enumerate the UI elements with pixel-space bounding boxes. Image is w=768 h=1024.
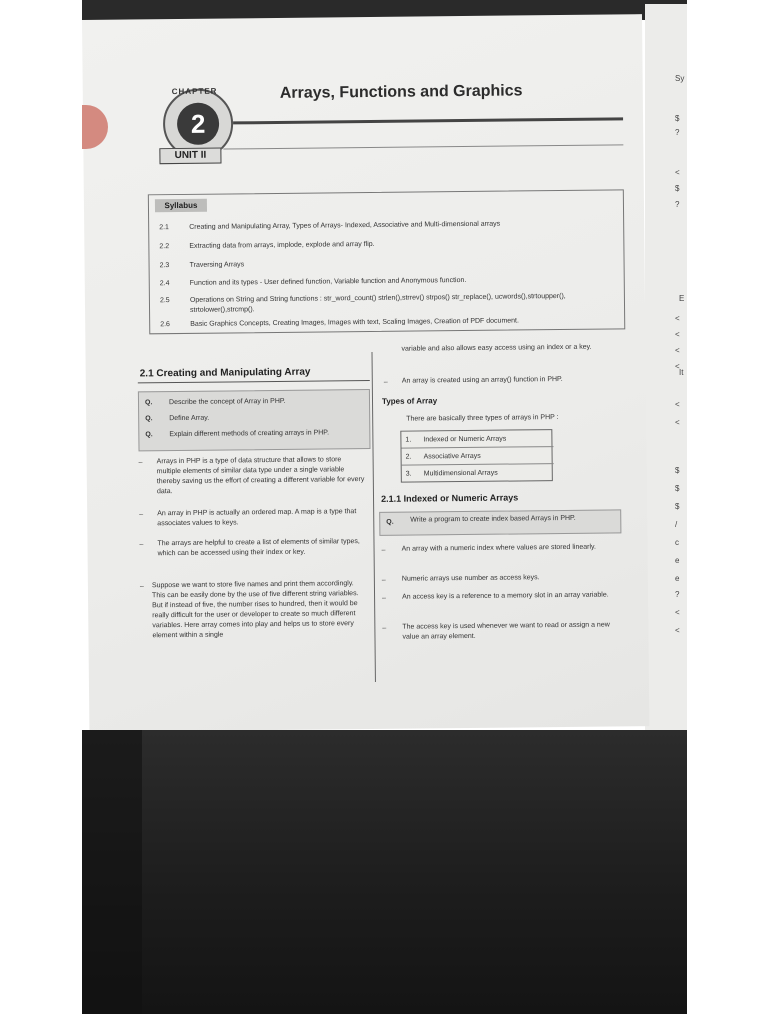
syllabus-item-text: Extracting data from arrays, implode, explode and array flip. <box>189 240 375 250</box>
bullet-dash: – <box>381 546 386 554</box>
syllabus-item <box>159 218 609 233</box>
types-list-number: 3. <box>405 470 412 478</box>
syllabus-item <box>160 274 610 289</box>
syllabus-item-text: Traversing Arrays <box>189 261 245 269</box>
document-page <box>82 14 649 732</box>
background-shadow <box>82 730 142 1014</box>
types-list-number: 1. <box>405 436 412 444</box>
question-row <box>145 396 365 407</box>
adjacent-fragment: c <box>675 538 679 547</box>
question-label: Q. <box>145 431 153 439</box>
syllabus-item-text: Creating and Manipulating Array, Types of Arrays- Indexed, Associative and Multi-dimensional arrays <box>189 220 501 231</box>
point: An access key is a reference to a memory slot in an array variable. <box>402 591 609 601</box>
question-row <box>145 428 365 439</box>
types-heading: Types of Array <box>381 396 438 406</box>
chapter-number: 2 <box>177 103 219 145</box>
bullet-dash: – <box>381 576 386 584</box>
adjacent-fragment: < <box>675 168 680 177</box>
syllabus-heading: Syllabus <box>155 199 207 213</box>
syllabus-item-number: 2.4 <box>159 280 170 288</box>
types-list-label: Indexed or Numeric Arrays <box>423 435 507 444</box>
adjacent-fragment: < <box>675 418 680 427</box>
adjacent-fragment: It <box>679 368 684 377</box>
bullet-dash: – <box>139 511 144 519</box>
continued-paragraph: variable and also allows easy access using an index or a key. <box>401 343 592 353</box>
syllabus-item-text: Operations on String and String functions : str_word_count() strlen(),strrev() strpos() str_replace(), ucwords(),strtoupper(), strtolower(),strcmp(). <box>189 292 566 314</box>
section-heading: 2.1 Creating and Manipulating Array <box>139 366 311 380</box>
adjacent-fragment: ? <box>675 590 680 599</box>
point: An array with a numeric index where values are stored linearly. <box>401 543 596 553</box>
syllabus-item-text: Function and its types - User defined function, Variable function and Anonymous function. <box>189 276 467 287</box>
adjacent-fragment: / <box>675 520 678 529</box>
adjacent-fragment: e <box>675 556 680 565</box>
chapter-label: CHAPTER <box>171 86 218 97</box>
paragraph: The arrays are helpful to create a list of elements of similar types, which can be accessed using their index or key. <box>157 538 360 558</box>
paragraph: An array is created using an array() function in PHP. <box>401 375 563 385</box>
syllabus-item-number: 2.3 <box>159 262 170 270</box>
syllabus-item <box>159 237 609 252</box>
adjacent-fragment: ? <box>675 128 680 137</box>
adjacent-fragment: $ <box>675 502 680 511</box>
question-text: Define Array. <box>169 414 210 423</box>
bullet-dash: – <box>138 459 143 467</box>
bullet-dash: – <box>382 594 387 602</box>
syllabus-item-number: 2.1 <box>159 224 169 232</box>
adjacent-fragment: $ <box>675 114 680 123</box>
adjacent-page <box>645 4 687 734</box>
question-label: Q. <box>145 415 153 423</box>
adjacent-fragment: E <box>679 294 685 303</box>
adjacent-fragment: ? <box>675 200 680 209</box>
types-list-item <box>402 447 554 466</box>
question-text: Explain different methods of creating arrays in PHP. <box>169 429 330 439</box>
syllabus-item-number: 2.5 <box>159 297 170 305</box>
paragraph: An array in PHP is actually an ordered map. A map is a type that associates values to keys. <box>157 508 357 528</box>
chapter-title: Arrays, Functions and Graphics <box>279 82 523 102</box>
paragraph: Arrays in PHP is a type of data structure that allows to store multiple elements of similar data type under a single variable thereby saving us the effort of creating a different variable for every data. <box>156 456 365 496</box>
types-list-item <box>401 430 553 449</box>
paragraph: Suppose we want to store five names and print them accordingly. This can be easily done by the use of five different string variables. But if instead of five, the number rises to hundred, then it would be really difficult for the user or developer to create so much different variables. Here array comes into play and helps us to store every element within a single <box>151 580 359 640</box>
adjacent-fragment: < <box>675 362 680 371</box>
syllabus-item-number: 2.2 <box>159 243 170 251</box>
point: Numeric arrays use number as access keys. <box>401 574 540 583</box>
adjacent-fragment: $ <box>675 466 680 475</box>
bullet-dash: – <box>383 378 388 386</box>
types-list-item <box>402 464 554 483</box>
bullet-dash: – <box>139 583 144 591</box>
types-intro: There are basically three types of arrays in PHP : <box>406 414 559 423</box>
syllabus-item-text: Basic Graphics Concepts, Creating Images, Images with text, Scaling Images, Creation of PDF document. <box>190 317 519 328</box>
question-text: Write a program to create index based Arrays in PHP. <box>410 514 576 524</box>
syllabus-item <box>160 315 610 330</box>
question-row <box>145 412 365 423</box>
section-rule <box>138 380 370 383</box>
types-list-label: Multidimensional Arrays <box>423 469 498 478</box>
adjacent-fragment: < <box>675 314 680 323</box>
title-underline <box>223 144 623 149</box>
bullet-dash: – <box>139 541 144 549</box>
question-text: Describe the concept of Array in PHP. <box>168 397 286 407</box>
adjacent-fragment: < <box>675 608 680 617</box>
unit-label: UNIT II <box>159 148 221 165</box>
subsection-heading: 2.1.1 Indexed or Numeric Arrays <box>380 492 519 504</box>
point: The access key is used whenever we want to read or assign a new value an array element. <box>402 621 610 641</box>
adjacent-fragment: Sy <box>675 74 685 83</box>
types-list-label: Associative Arrays <box>423 452 481 461</box>
column-divider <box>371 352 375 682</box>
question-label: Q. <box>386 518 394 526</box>
types-list-number: 2. <box>405 453 412 461</box>
adjacent-fragment: < <box>675 400 680 409</box>
question-box <box>138 389 371 451</box>
syllabus-box <box>148 189 625 334</box>
adjacent-fragment: < <box>675 346 680 355</box>
syllabus-item <box>160 256 610 271</box>
syllabus-item <box>160 291 610 316</box>
background-surface-bottom <box>82 730 687 1014</box>
syllabus-item-number: 2.6 <box>160 321 170 329</box>
adjacent-fragment: $ <box>675 184 680 193</box>
question-box <box>379 509 621 536</box>
question-label: Q. <box>144 399 153 407</box>
bullet-dash: – <box>382 624 387 632</box>
title-rule <box>233 117 623 124</box>
adjacent-fragment: < <box>675 626 680 635</box>
adjacent-fragment: < <box>675 330 680 339</box>
adjacent-fragment: $ <box>675 484 680 493</box>
adjacent-fragment: e <box>675 574 680 583</box>
types-list <box>400 429 553 483</box>
